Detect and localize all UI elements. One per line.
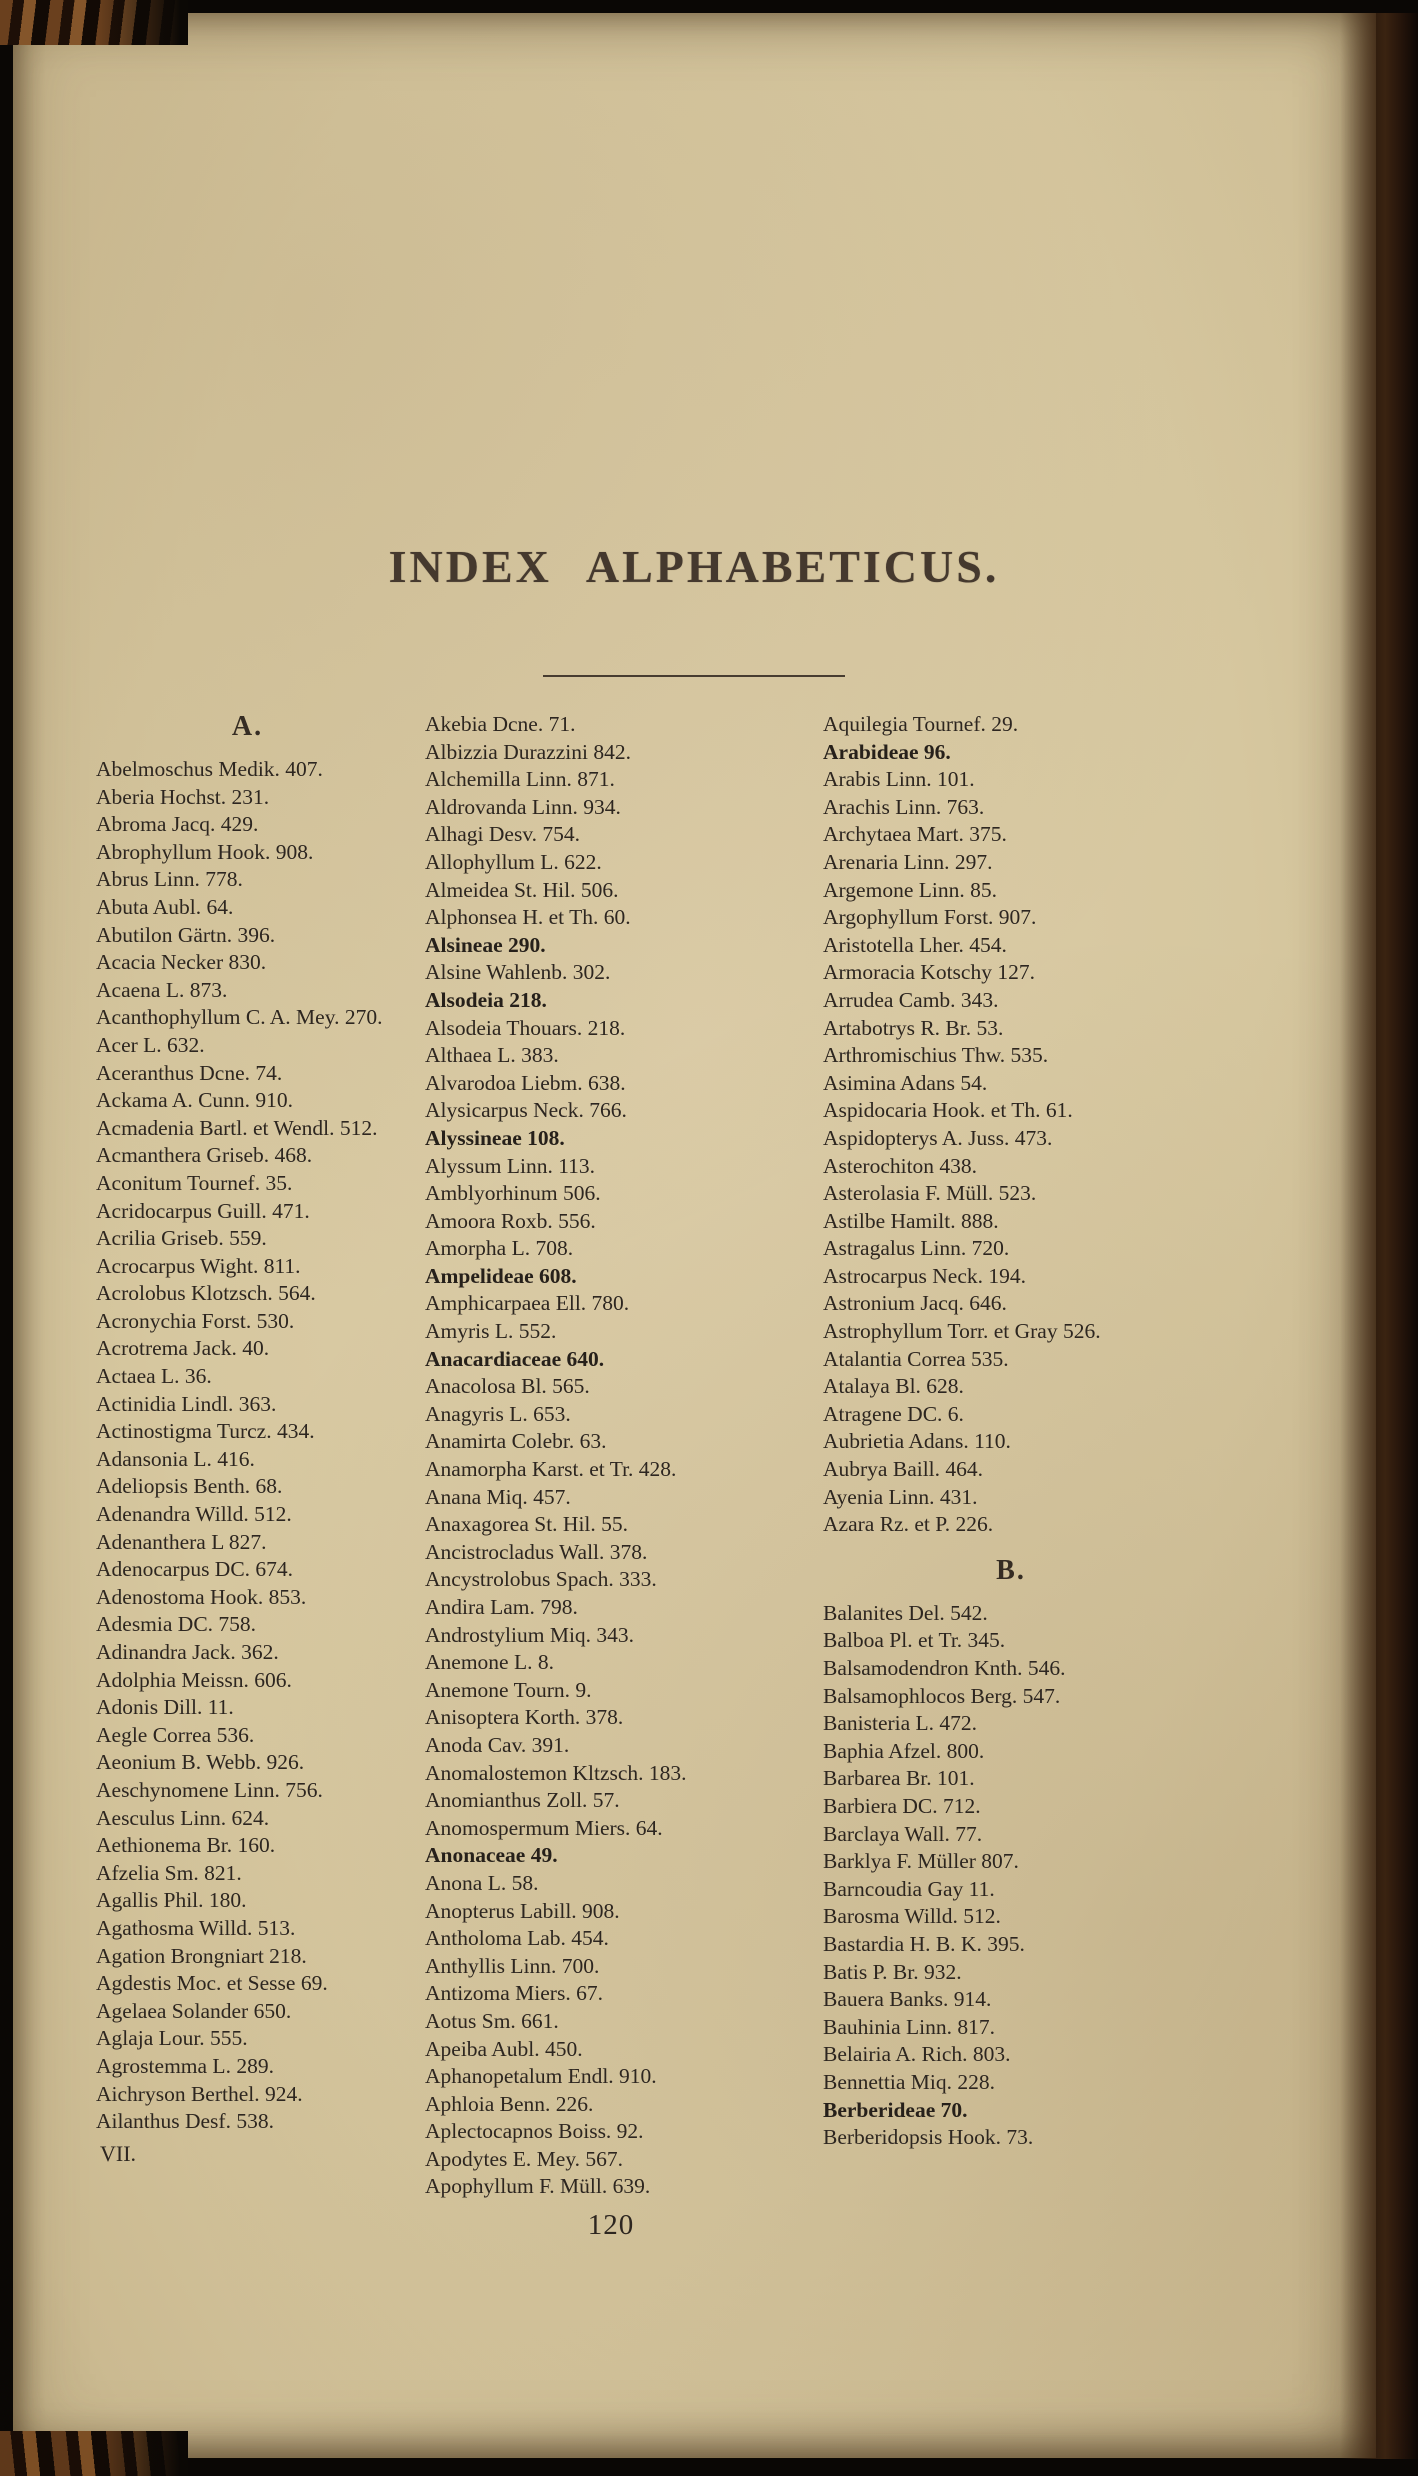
index-entry: Almeidea St. Hil. 506. — [425, 877, 619, 902]
index-entry: Barbarea Br. 101. — [823, 1766, 975, 1791]
index-entry: Asimina Adans 54. — [823, 1070, 988, 1095]
index-entry: Argemone Linn. 85. — [823, 877, 997, 902]
index-entry-family: Berberideae 70. — [823, 2097, 968, 2122]
index-entry-family: Ampelideae 608. — [425, 1263, 577, 1288]
index-entry: Albizzia Durazzini 842. — [425, 739, 631, 764]
index-entry: Apophyllum F. Müll. 639. — [425, 2174, 651, 2199]
index-entry: Bauera Banks. 914. — [823, 1987, 992, 2012]
page-number: 120 — [587, 2209, 635, 2242]
index-entry: Abutilon Gärtn. 396. — [96, 922, 276, 947]
index-entry: Azara Rz. et P. 226. — [823, 1512, 994, 1537]
paper — [12, 13, 1376, 2458]
index-entry: Armoracia Kotschy 127. — [823, 960, 1035, 985]
title-rule — [543, 675, 845, 677]
index-entry: Adeliopsis Benth. 68. — [96, 1474, 283, 1499]
index-entry: Anemone Tourn. 9. — [425, 1677, 592, 1702]
index-entry: Anaxagorea St. Hil. 55. — [425, 1512, 629, 1537]
index-entry: Aspidopterys A. Juss. 473. — [823, 1125, 1053, 1150]
index-entry: Adenocarpus DC. 674. — [96, 1557, 294, 1582]
index-entry-family: Alyssineae 108. — [425, 1125, 565, 1150]
index-column-1 — [96, 711, 399, 2242]
index-entry: Bennettia Miq. 228. — [823, 2069, 995, 2094]
binding-corner-top-left — [0, 0, 188, 45]
index-entry: Acacia Necker 830. — [96, 950, 267, 975]
index-entry: Barclaya Wall. 77. — [823, 1821, 983, 1846]
index-entry: Adolphia Meissn. 606. — [96, 1667, 292, 1692]
index-entry: Ayenia Linn. 431. — [823, 1484, 978, 1509]
index-column-2 — [425, 711, 797, 2242]
index-entry: Antizoma Miers. 67. — [425, 1981, 603, 2006]
index-entry: Apodytes E. Mey. 567. — [425, 2146, 624, 2171]
index-entry: Actinidia Lindl. 363. — [96, 1391, 277, 1416]
index-entry: Adinandra Jack. 362. — [96, 1640, 279, 1664]
letter-heading: A. — [231, 711, 264, 742]
index-entry: Aglaja Lour. 555. — [96, 2026, 248, 2051]
index-entry: Astronium Jacq. 646. — [823, 1291, 1007, 1316]
index-entry: Alyssum Linn. 113. — [425, 1153, 596, 1178]
index-entry: Artabotrys R. Br. 53. — [823, 1015, 1004, 1040]
page-edge-bottom — [0, 2459, 1418, 2476]
index-entry: Astragalus Linn. 720. — [823, 1236, 1010, 1261]
index-entry: Acridocarpus Guill. 471. — [96, 1198, 310, 1223]
page-edge-left — [0, 0, 13, 2476]
index-entry: Alsine Wahlenb. 302. — [425, 960, 611, 985]
index-entry: Aphloia Benn. 226. — [425, 2091, 594, 2116]
index-entry: Anomospermum Miers. 64. — [425, 1815, 663, 1840]
index-entry: Abuta Aubl. 64. — [96, 894, 234, 919]
index-entry: Amyris L. 552. — [425, 1319, 557, 1344]
index-entry: Abrus Linn. 778. — [96, 867, 243, 892]
index-entry: Alysicarpus Neck. 766. — [425, 1098, 627, 1123]
index-entry: Antholoma Lab. 454. — [425, 1926, 609, 1951]
index-entry: Amoora Roxb. 556. — [425, 1208, 596, 1233]
index-entry: Anomalostemon Kltzsch. 183. — [425, 1760, 687, 1785]
index-entry: Althaea L. 383. — [425, 1043, 559, 1068]
index-entry: Akebia Dcne. 71. — [425, 712, 576, 736]
index-entry: Astrophyllum Torr. et Gray 526. — [823, 1319, 1101, 1344]
index-entry: Adonis Dill. 11. — [96, 1695, 234, 1720]
index-entry: Anona L. 58. — [425, 1870, 539, 1895]
index-entry: Aubrya Baill. 464. — [823, 1457, 984, 1482]
index-entry: Aeschynomene Linn. 756. — [96, 1777, 323, 1802]
index-entry: Anemone L. 8. — [425, 1650, 554, 1675]
index-entry: Adenandra Willd. 512. — [96, 1502, 292, 1527]
index-entry: Balanites Del. 542. — [823, 1600, 988, 1625]
page-edge-right — [1340, 0, 1418, 2476]
index-entry: Archytaea Mart. 375. — [823, 822, 1007, 847]
index-entry: Alchemilla Linn. 871. — [425, 767, 615, 792]
index-entry: Barncoudia Gay 11. — [823, 1876, 995, 1901]
index-entry: Astrocarpus Neck. 194. — [823, 1263, 1027, 1288]
index-entry: Ancistrocladus Wall. 378. — [425, 1539, 648, 1564]
index-entry: Aethionema Br. 160. — [96, 1833, 276, 1858]
index-entry: Balboa Pl. et Tr. 345. — [823, 1628, 1006, 1653]
binding-corner-bottom-left — [0, 2431, 188, 2476]
index-entry: Bauhinia Linn. 817. — [823, 2014, 995, 2039]
index-entry: Actaea L. 36. — [96, 1364, 212, 1389]
index-entry-family: Alsodeia 218. — [425, 987, 547, 1012]
index-entry-family: Arabideae 96. — [823, 739, 951, 764]
index-entry: Anamirta Colebr. 63. — [425, 1429, 607, 1454]
index-entry: Atragene DC. 6. — [823, 1401, 964, 1426]
index-entry: Arachis Linn. 763. — [823, 794, 985, 819]
index-entry: Alsodeia Thouars. 218. — [425, 1015, 626, 1040]
index-entry: Afzelia Sm. 821. — [96, 1860, 242, 1885]
index-entry: Barosma Willd. 512. — [823, 1904, 1001, 1929]
index-entry: Anoda Cav. 391. — [425, 1732, 570, 1757]
index-entry: Agathosma Willd. 513. — [96, 1915, 296, 1940]
index-entry: Balsamophlocos Berg. 547. — [823, 1683, 1061, 1708]
index-entry: Ailanthus Desf. 538. — [96, 2109, 274, 2134]
index-entry: Abelmoschus Medik. 407. — [96, 757, 323, 781]
index-entry: Aplectocapnos Boiss. 92. — [425, 2119, 644, 2144]
index-entry: Aceranthus Dcne. 74. — [96, 1060, 283, 1085]
index-entry: Acrotrema Jack. 40. — [96, 1336, 270, 1361]
index-entry: Allophyllum L. 622. — [425, 849, 602, 874]
page-title: INDEX ALPHABETICUS. — [388, 541, 1000, 592]
index-entry: Anana Miq. 457. — [425, 1484, 571, 1509]
index-entry: Barbiera DC. 712. — [823, 1793, 981, 1818]
index-entry: Arenaria Linn. 297. — [823, 849, 993, 874]
index-entry: Aesculus Linn. 624. — [96, 1805, 270, 1830]
index-entry: Adenanthera L 827. — [96, 1529, 267, 1554]
index-entry: Baphia Afzel. 800. — [823, 1738, 985, 1763]
index-entry-family: Anonaceae 49. — [425, 1843, 558, 1868]
index-entry: Aquilegia Tournef. 29. — [823, 712, 1019, 736]
index-entry: Bastardia H. B. K. 395. — [823, 1931, 1025, 1956]
index-entry: Anamorpha Karst. et Tr. 428. — [425, 1457, 677, 1482]
index-entry: Atalantia Correa 535. — [823, 1346, 1009, 1371]
index-entry: Anomianthus Zoll. 57. — [425, 1788, 620, 1813]
index-entry: Acaena L. 873. — [96, 977, 228, 1002]
index-entry: Anisoptera Korth. 378. — [425, 1705, 624, 1730]
index-entry: Atalaya Bl. 628. — [823, 1374, 964, 1399]
index-entry: Alhagi Desv. 754. — [425, 822, 581, 847]
index-entry: Acmanthera Griseb. 468. — [96, 1143, 313, 1168]
index-entry: Abroma Jacq. 429. — [96, 812, 259, 837]
index-entry: Agelaea Solander 650. — [96, 1998, 292, 2023]
index-entry: Androstylium Miq. 343. — [425, 1622, 635, 1647]
index-columns — [96, 711, 1376, 2242]
index-entry: Alphonsea H. et Th. 60. — [425, 905, 631, 930]
index-entry: Aconitum Tournef. 35. — [96, 1170, 293, 1195]
index-entry: Balsamodendron Knth. 546. — [823, 1656, 1066, 1680]
index-entry: Amblyorhinum 506. — [425, 1181, 601, 1206]
index-entry-family: Anacardiaceae 640. — [425, 1346, 605, 1371]
index-entry: Aotus Sm. 661. — [425, 2008, 559, 2033]
index-entry: Barklya F. Müller 807. — [823, 1849, 1019, 1874]
index-entry-family: Alsineae 290. — [425, 932, 546, 957]
index-entry: Agrostemma L. 289. — [96, 2053, 274, 2078]
index-entry: Aldrovanda Linn. 934. — [425, 794, 621, 819]
index-entry: Alvarodoa Liebm. 638. — [425, 1070, 626, 1095]
index-entry: Acrolobus Klotzsch. 564. — [96, 1281, 316, 1306]
index-entry: Argophyllum Forst. 907. — [823, 905, 1037, 930]
index-entry: Acronychia Forst. 530. — [96, 1308, 295, 1333]
index-entry: Aichryson Berthel. 924. — [96, 2081, 303, 2106]
index-entry: Arrudea Camb. 343. — [823, 987, 999, 1012]
index-entry: Amorpha L. 708. — [425, 1236, 574, 1261]
index-entry: Aubrietia Adans. 110. — [823, 1429, 1011, 1454]
index-entry: Adenostoma Hook. 853. — [96, 1584, 307, 1609]
index-entry: Agdestis Moc. et Sesse 69. — [96, 1971, 328, 1996]
index-entry: Belairia A. Rich. 803. — [823, 2042, 1011, 2067]
index-entry: Ancystrolobus Spach. 333. — [425, 1567, 657, 1592]
index-entry: Aeonium B. Webb. 926. — [96, 1750, 305, 1775]
index-entry: Aspidocaria Hook. et Th. 61. — [823, 1098, 1073, 1123]
index-entry: Aberia Hochst. 231. — [96, 784, 270, 809]
index-entry: Anopterus Labill. 908. — [425, 1898, 620, 1923]
index-entry: Amphicarpaea Ell. 780. — [425, 1291, 630, 1316]
index-entry: Adesmia DC. 758. — [96, 1612, 257, 1637]
index-entry: Andira Lam. 798. — [425, 1595, 578, 1619]
index-entry: Anacolosa Bl. 565. — [425, 1374, 590, 1399]
page-edge-top — [0, 0, 1418, 13]
index-entry: Aegle Correa 536. — [96, 1722, 255, 1747]
index-entry: Asterochiton 438. — [823, 1153, 978, 1178]
index-entry: Acrilia Griseb. 559. — [96, 1226, 267, 1251]
index-entry: Acanthophyllum C. A. Mey. 270. — [96, 1005, 383, 1030]
index-entry: Ackama A. Cunn. 910. — [96, 1088, 294, 1113]
index-entry: Abrophyllum Hook. 908. — [96, 839, 314, 864]
index-entry: Berberidopsis Hook. 73. — [823, 2125, 1034, 2150]
index-entry: Agallis Phil. 180. — [96, 1888, 247, 1913]
index-entry: Actinostigma Turcz. 434. — [96, 1419, 315, 1444]
index-entry: Apeiba Aubl. 450. — [425, 2036, 583, 2061]
index-entry: Agation Brongniart 218. — [96, 1943, 307, 1968]
index-entry: Anagyris L. 653. — [425, 1401, 571, 1426]
index-entry: Astilbe Hamilt. 888. — [823, 1208, 999, 1233]
index-entry: Arabis Linn. 101. — [823, 767, 975, 792]
index-entry: Acmadenia Bartl. et Wendl. 512. — [96, 1115, 378, 1140]
index-entry: Arthromischius Thw. 535. — [823, 1043, 1049, 1068]
signature-mark: VII. — [100, 2140, 137, 2166]
index-entry: Acer L. 632. — [96, 1032, 205, 1057]
index-column-3 — [823, 711, 1199, 2242]
index-entry: Acrocarpus Wight. 811. — [96, 1253, 301, 1278]
index-entry: Asterolasia F. Müll. 523. — [823, 1181, 1037, 1206]
letter-heading: B. — [996, 1554, 1026, 1586]
index-entry: Batis P. Br. 932. — [823, 1959, 962, 1984]
index-entry: Adansonia L. 416. — [96, 1446, 255, 1471]
index-entry: Anthyllis Linn. 700. — [425, 1953, 600, 1978]
index-entry: Aphanopetalum Endl. 910. — [425, 2064, 657, 2089]
index-entry: Banisteria L. 472. — [823, 1711, 978, 1736]
index-entry: Aristotella Lher. 454. — [823, 932, 1007, 957]
